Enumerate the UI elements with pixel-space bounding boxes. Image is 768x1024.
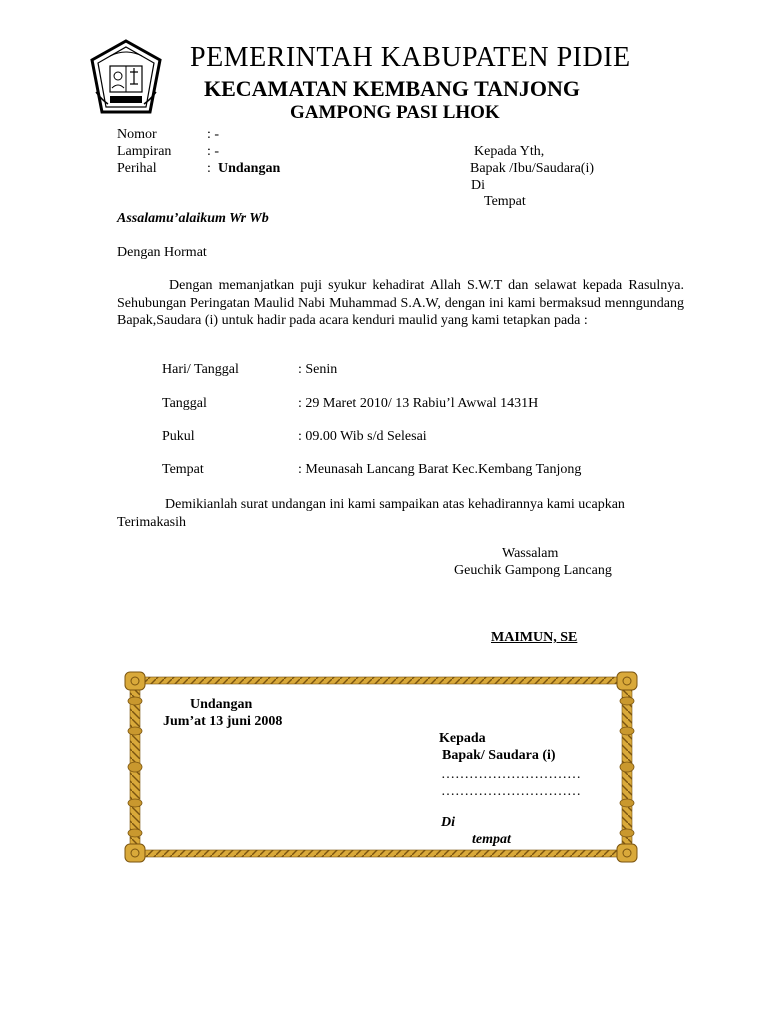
card-kepada: Kepada [439,731,486,746]
recipient-line1: Kepada Yth, [474,144,545,159]
nomor-value: : - [207,127,220,142]
signatory-title: Geuchik Gampong Lancang [454,563,612,578]
recipient-line2: Bapak /Ibu/Saudara(i) [470,161,595,176]
detail-label: Hari/ Tanggal [162,362,239,377]
perihal-value: Undangan [218,161,281,176]
detail-label: Tanggal [162,396,207,411]
closing-paragraph-text: Demikianlah surat undangan ini kami sampaikan atas kehadirannya kami ucapkan Terimakasih [117,497,625,530]
detail-value: : Senin [298,362,338,377]
nomor-label: Nomor [117,127,157,142]
perihal-colon: : [207,161,211,176]
card-dots-line2: ………………………… [441,784,581,799]
card-tempat: tempat [472,832,511,847]
lampiran-value: : - [207,144,220,159]
card-di: Di [441,815,455,830]
wassalam: Wassalam [502,546,559,561]
card-dots-line1: ………………………… [441,767,581,782]
card-title: Undangan [190,697,253,712]
header-government: PEMERINTAH KABUPATEN PIDIE [190,42,631,73]
body-paragraph [117,277,684,330]
detail-label: Pukul [162,429,195,444]
card-recipient: Bapak/ Saudara (i) [442,748,556,763]
card-date: Jum’at 13 juni 2008 [163,714,283,729]
header-village: GAMPONG PASI LHOK [290,102,500,123]
detail-label: Tempat [162,462,204,477]
detail-value: : Meunasah Lancang Barat Kec.Kembang Tanjong [298,462,582,477]
detail-value: : 29 Maret 2010/ 13 Rabiu’l Awwal 1431H [298,396,539,411]
closing-paragraph [117,496,684,531]
recipient-line4: Tempat [484,194,526,209]
perihal-label: Perihal [117,161,157,176]
signatory-name: MAIMUN, SE [491,630,578,645]
detail-value: : 09.00 Wib s/d Selesai [298,429,427,444]
opening: Dengan Hormat [117,245,207,260]
body-paragraph-text: Dengan memanjatkan puji syukur kehadirat Allah S.W.T dan selawat kepada Rasulnya. Sehubungan Peringatan Maulid Nabi Muhammad S.A.W, dengan ini kami bermaksud menngundang Bapak,Saudara (i) untuk hadir pada acara kenduri maulid yang kami tetapkan pada : [117,278,684,328]
header-district: KECAMATAN KEMBANG TANJONG [204,76,581,101]
recipient-line3: Di [471,178,485,193]
greeting: Assalamu’alaikum Wr Wb [117,211,269,226]
regency-emblem-logo [88,38,164,118]
lampiran-label: Lampiran [117,144,172,159]
